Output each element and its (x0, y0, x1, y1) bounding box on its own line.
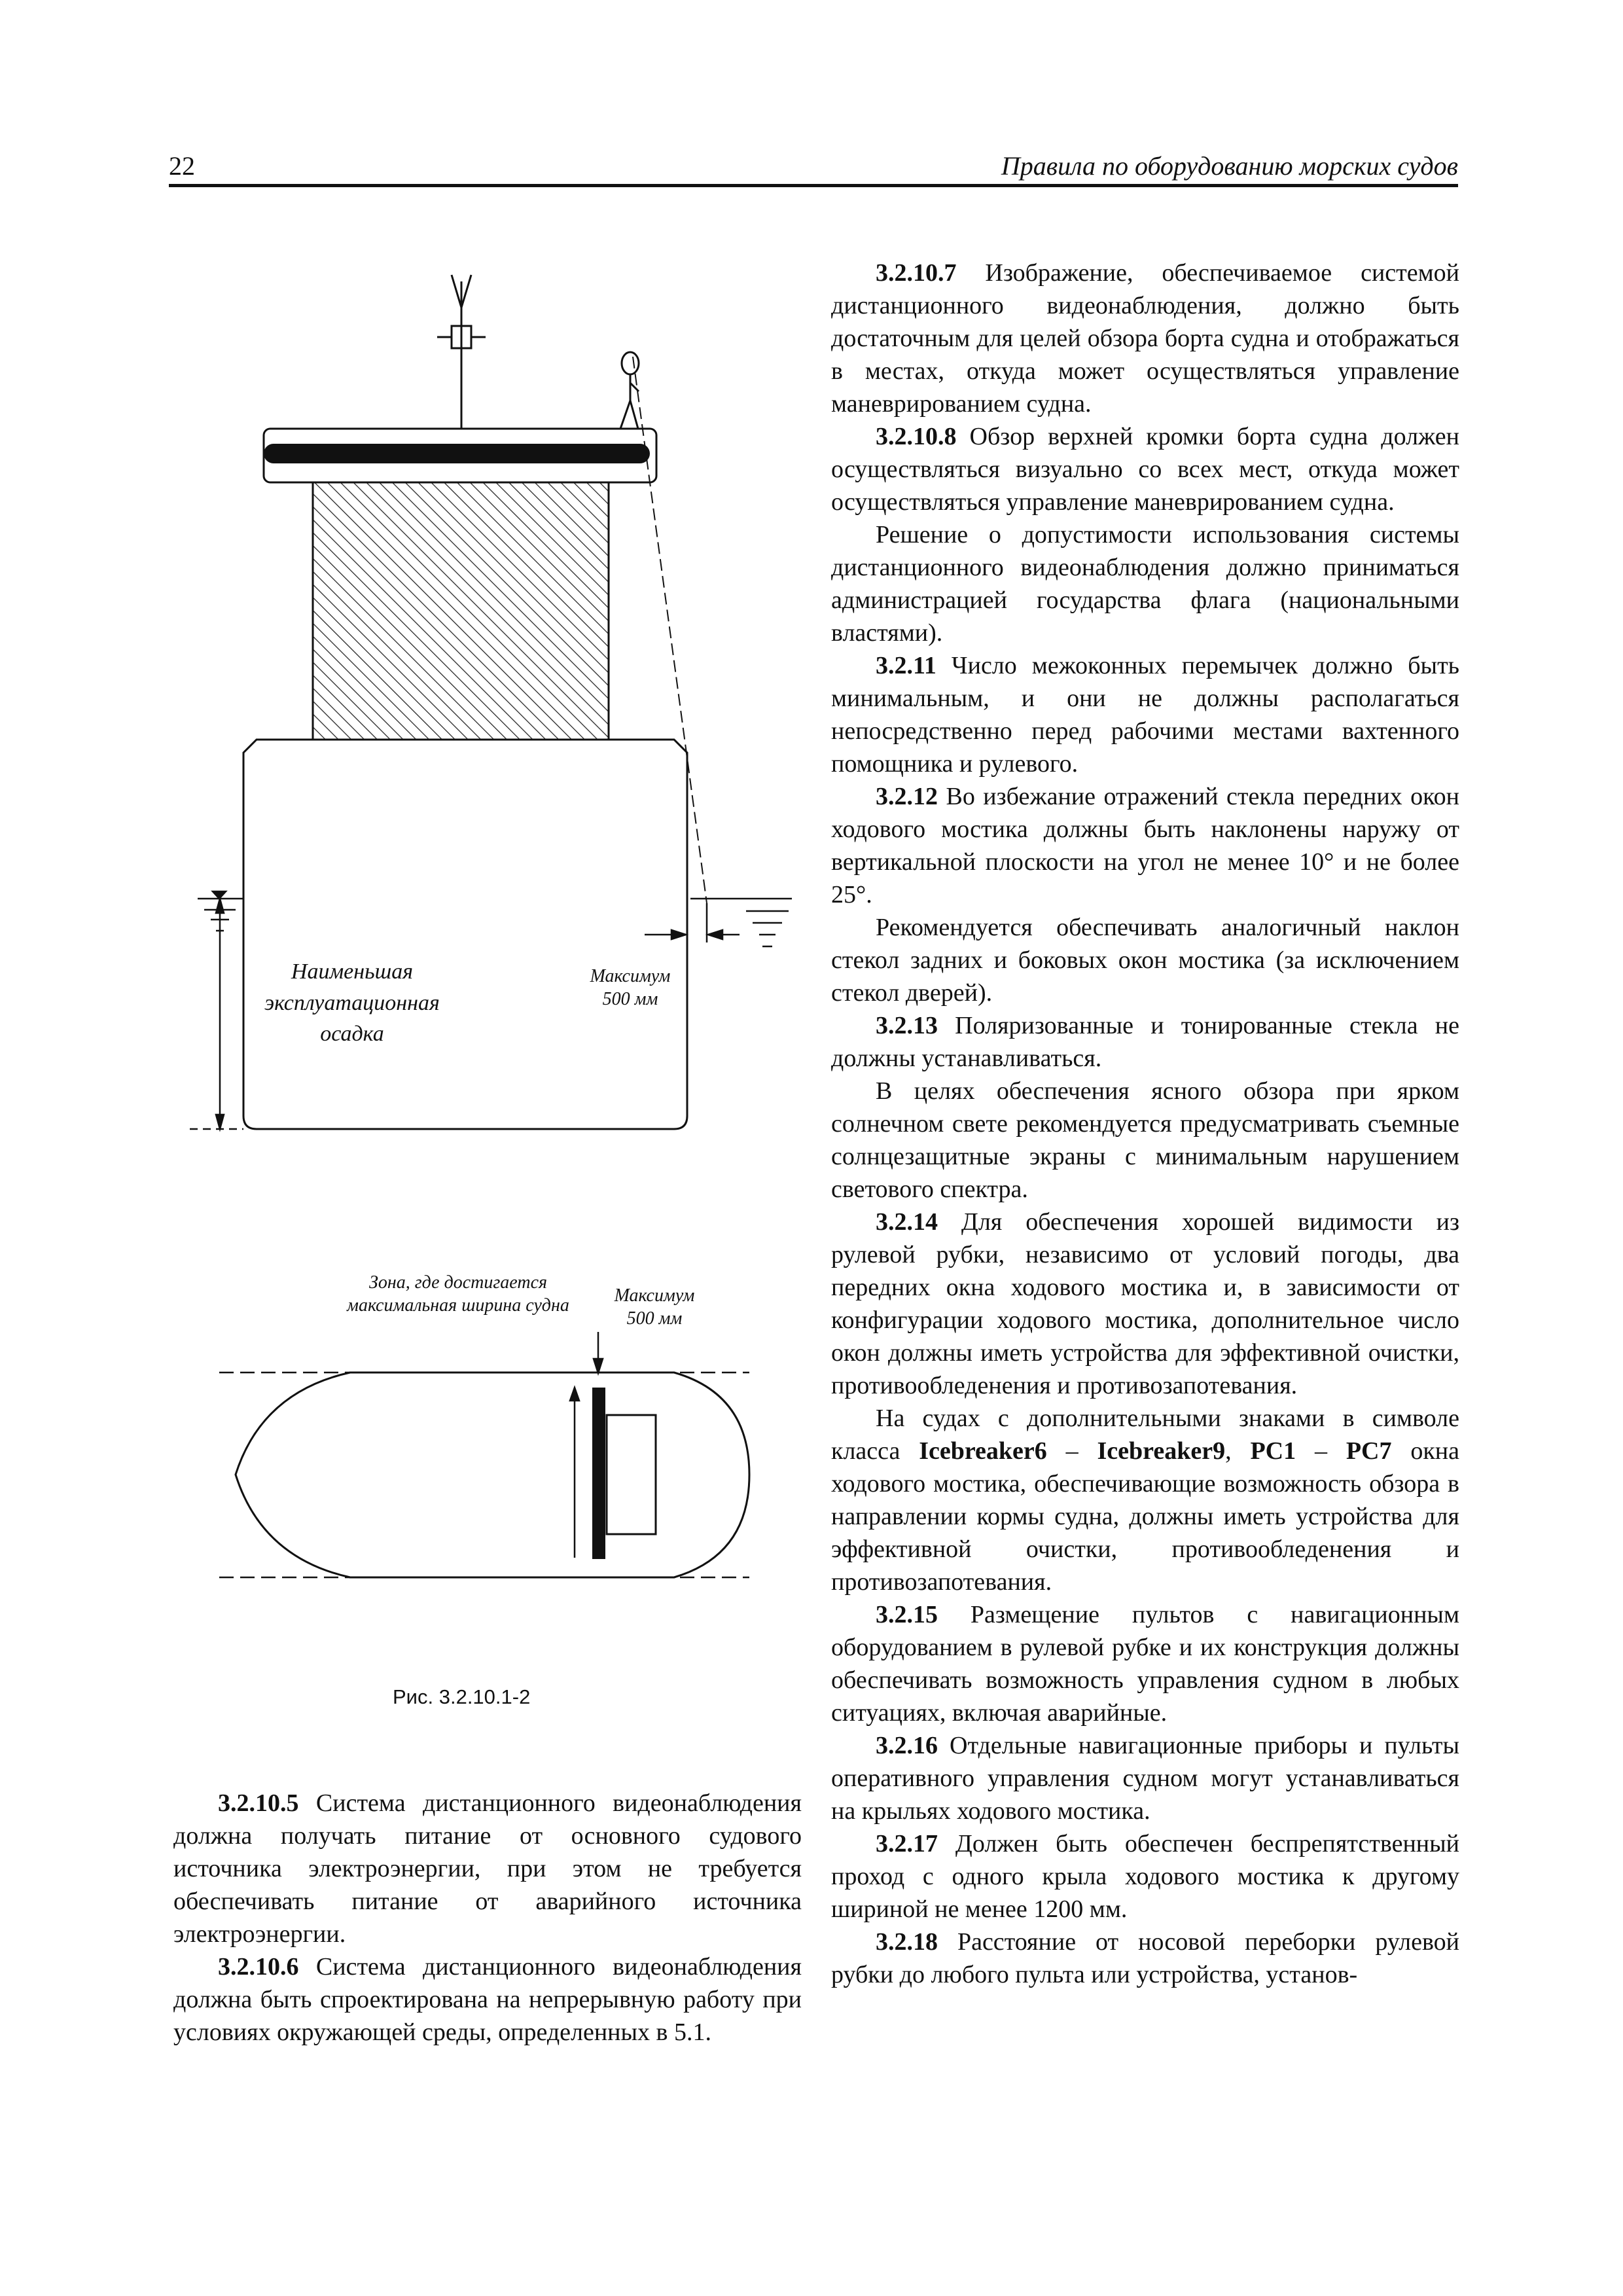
waterline-right-icon (690, 899, 792, 946)
paragraph-3-2-12: 3.2.12 Во избежание отражений стекла передних окон ходового мостика должны быть наклонены наружу от вертикальной плоскости на угол не менее 10° и не более 25°. (831, 783, 1459, 908)
paragraph-3-2-10-6: 3.2.10.6 Система дистанционного видеонаблюдения должна быть спроектирована на непрерывную работу при условиях окружающей среды, определенных в 5.1. (173, 1953, 802, 2046)
bridge-front-wall (592, 1388, 605, 1559)
side-elevation-view (190, 275, 792, 1129)
label-zone-line2: максимальная ширина судна (347, 1295, 569, 1316)
paragraph-3-2-11: 3.2.11 Число межоконных перемычек должно быть минимальным, и они не должны располагаться непосредственно перед рабочими местами вахтенного помощника и рулевого. (831, 652, 1459, 778)
paragraph-3-2-16: 3.2.16 Отдельные навигационные приборы и пульты оперативного управления судном могут устанавливаться на крыльях ходового мостика. (831, 1732, 1459, 1825)
label-min-draft-line2: эксплуатационная (264, 991, 440, 1015)
superstructure-block (313, 482, 609, 740)
paragraph-3-2-10-8: 3.2.10.8 Обзор верхней кромки борта судна должен осуществляться визуально со всех мест, откуда может осуществляться управление маневрированием судна. (831, 423, 1459, 516)
running-title: Правила по оборудованию морских судов (1001, 151, 1458, 181)
right-text-column (831, 257, 1459, 1991)
bridge-plan-box (607, 1415, 656, 1534)
label-min-draft-line1: Наименьшая (291, 960, 414, 984)
paragraph-3-2-18: 3.2.18 Расстояние от носовой переборки рулевой рубки до любого пульта или устройства, установ- (831, 1928, 1459, 1988)
paragraph-3-2-14: 3.2.14 Для обеспечения хорошей видимости из рулевой рубки, независимо от условий погоды, два передних окна ходового мостика и, в зависимости от конфигурации ходового мостика, дополнительное число окон должны иметь устройства для эффективной очистки, противообледенения и противозапотевания. (831, 1208, 1459, 1399)
paragraph-decision: Решение о допустимости использования системы дистанционного видеонаблюдения должно приниматься администрацией государства флага (национальными властями). (831, 521, 1459, 647)
label-max-side-line2: 500 мм (602, 989, 658, 1009)
left-text-column (173, 1787, 802, 2049)
label-max-top-line2: 500 мм (626, 1308, 683, 1329)
paragraph-3-2-17: 3.2.17 Должен быть обеспечен беспрепятственный проход с одного крыла ходового мостика к другому шириной не менее 1200 мм. (831, 1830, 1459, 1923)
paragraph-3-2-10-7: 3.2.10.7 Изображение, обеспечиваемое системой дистанционного видеонаблюдения, должно быть достаточным для целей обзора борта судна и отображаться в местах, откуда может осуществляться управление маневрированием судна. (831, 259, 1459, 418)
label-min-draft-line3: осадка (320, 1022, 384, 1046)
page-number: 22 (169, 151, 195, 181)
figure-caption: Рис. 3.2.10.1-2 (393, 1685, 531, 1708)
label-max-side-line1: Максимум (590, 966, 671, 986)
paragraph-3-2-13: 3.2.13 Поляризованные и тонированные стекла не должны устанавливаться. (831, 1012, 1459, 1072)
label-max-top-line1: Максимум (614, 1285, 695, 1306)
mast-icon (437, 275, 486, 429)
paragraph-recommended-tilt: Рекомендуется обеспечивать аналогичный наклон стекол задних и боковых окон мостика (за исключением стекол дверей). (831, 914, 1459, 1007)
bridge-deck (264, 429, 656, 482)
hull-section (243, 740, 687, 1129)
observer-person-icon (620, 352, 639, 429)
paragraph-3-2-15: 3.2.15 Размещение пультов с навигационным оборудованием в рулевой рубке и их конструкция должны обеспечивать возможность управления судном в любых ситуациях, включая аварийные. (831, 1601, 1459, 1727)
hull-plan-outline (236, 1372, 749, 1577)
plan-view (219, 1272, 749, 1577)
paragraph-icebreaker: На судах с дополнительными знаками в символе класса Icebreaker6 – Icebreaker9, PC1 – PC7 окна ходового мостика, обеспечивающие возможность обзора в направлении кормы судна, должны иметь устройства для эффективной очистки, противообледенения и противозапотевания. (831, 1405, 1460, 1596)
paragraph-3-2-10-5: 3.2.10.5 Система дистанционного видеонаблюдения должна получать питание от основного судового источника электроэнергии, при этом не требуется обеспечивать питание от аварийного источника электроэнергии. (173, 1789, 802, 1948)
label-zone-line1: Зона, где достигается (368, 1272, 548, 1293)
draft-dimension-line (190, 899, 243, 1129)
paragraph-sun-screens: В целях обеспечения ясного обзора при ярком солнечном свете рекомендуется предусматривать съемные солнцезащитные экраны с минимальным нарушением светового спектра. (831, 1077, 1459, 1203)
